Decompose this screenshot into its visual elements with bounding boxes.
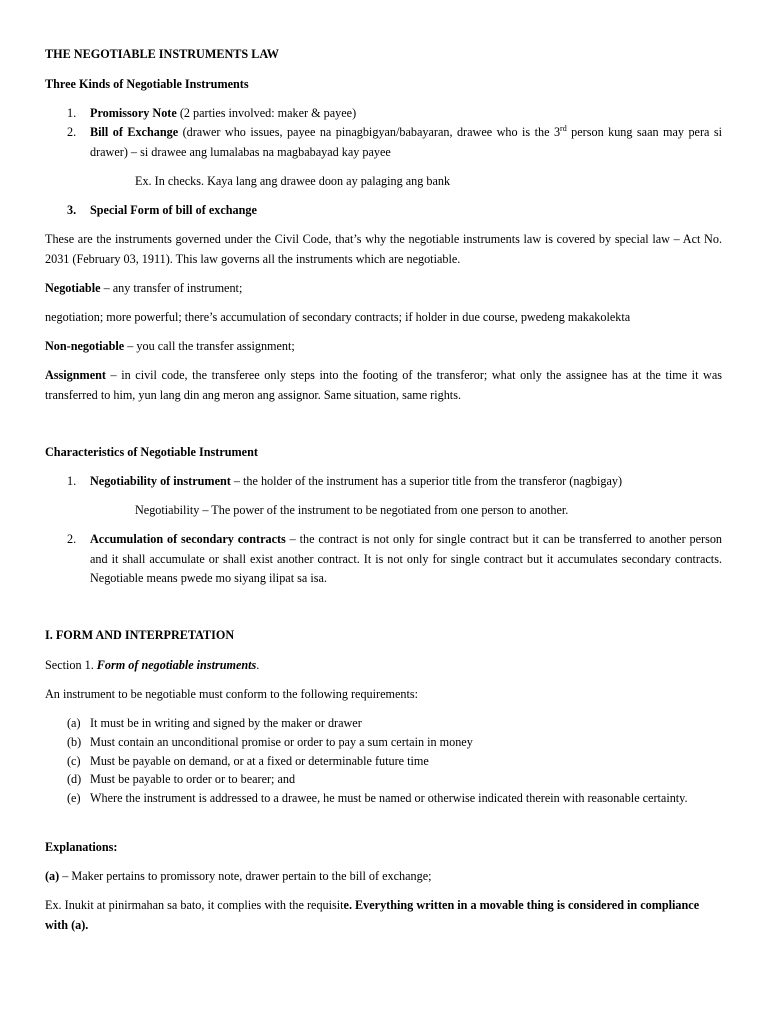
paragraph: An instrument to be negotiable must conform to the following requirements: bbox=[45, 687, 418, 701]
explanation-a: (a) – Maker pertains to promissory note, drawer pertain to the bill of exchange; bbox=[45, 869, 432, 883]
term: Promissory Note bbox=[90, 106, 177, 120]
example-note: Ex. In checks. Kaya lang ang drawee doon ay palaging ang bank bbox=[135, 174, 451, 188]
paragraph: These are the instruments governed under the Civil Code, that’s why the negotiable instruments law is covered by special law – Act No. 2031 (February 03, 1911). This law governs all the instruments which are negotiable. bbox=[45, 232, 722, 266]
section-label: Section 1. Form of negotiable instruments. bbox=[45, 658, 260, 672]
section-heading-characteristics: Characteristics of Negotiable Instrument bbox=[45, 445, 258, 459]
list-number: 1. bbox=[67, 474, 77, 488]
list-number: 2. bbox=[67, 125, 77, 139]
term: Accumulation of secondary contracts bbox=[90, 532, 286, 546]
section-heading-form: I. FORM AND INTERPRETATION bbox=[45, 628, 235, 642]
definition-negotiable: Negotiable – any transfer of instrument; bbox=[45, 281, 243, 295]
list-number: 2. bbox=[67, 532, 77, 546]
document-page: THE NEGOTIABLE INSTRUMENTS LAW Three Kinds of Negotiable Instruments 1. Promissory Note (2 parties involved: maker & payee) 2. Bill of Exchange (drawer who issues, payee na pinagbigyan/babayaran, drawee who is the 3rd person kung saan may pera si drawer) – si drawee ang lumalabas na magbabayad kay payee Ex. In checks. Kaya lang ang drawee doon ay palaging ang bank 3. Special Form of bill of exchange These are the instruments governed under the Civil Code, that’s why the negotiable instruments law is covered by special law – Act No. 2031 (February 03, 1911). This law governs all the instruments which are negotiable. Negotiable – any transfer of instrument; negotiation; more powerful; there’s accumulation of secondary contracts; if holder in due course, pwedeng makakolekta Non-negotiable – you call the transfer assignment; Assignment – in civil code, the transferee only steps into the footing of the transferor; what only the assignee has at the time it was transferred to him, yun lang din ang meron ang assignor. Same situation, same rights. Characteristics of Negotiable Instrument 1. Negotiability of instrument – the holder of the instrument has a superior title from the transferor (nagbigay) Negotiability – The power of the instrument to be negotiated from one person to another. 2. Accumulation of secondary contracts – the contract is not only for single contract but it can be transferred to another person and it shall accumulate or shall exist another contract. It is not only for single contract but it accumulates secondary contracts. Negotiable means pwede mo siyang ilipat sa isa. I. FORM AND INTERPRETATION Section 1. Form of negotiable instruments. An instrument to be negotiable must conform to the following requirements: (a) It must be in writing and signed by the maker or drawer (b) Must contain an unconditional promise or order to pay a sum certain in money (c) Must be payable on demand, or at a fixed or determinable future time (d) Must be payable to order or to bearer; and (e) Where the instrument is addressed to a drawee, he must be named or otherwise indicated therein with reasonable certainty. Explanations: (a) – Maker pertains to promissory note, drawer pertain to the bill of exchange; Ex. Inukit at pinirmahan sa bato, it complies with the requisite. Everything written in a movable thing is considered in compliance with (a). bbox=[0, 0, 768, 1024]
list-letter: (e) bbox=[67, 791, 81, 805]
list-number: 3. bbox=[67, 203, 77, 217]
definition-assignment: Assignment – in civil code, the transferee only steps into the footing of the transferor; what only the assignee has at the time it was transferred to him, yun lang din ang meron ang assignor. Same situation, same rights. bbox=[45, 368, 722, 402]
definition-non-negotiable: Non-negotiable – you call the transfer assignment; bbox=[45, 339, 295, 353]
term: Negotiability of instrument bbox=[90, 474, 231, 488]
list-letter: (b) bbox=[67, 735, 82, 749]
section-heading-explanations: Explanations: bbox=[45, 840, 118, 854]
term: Special Form of bill of exchange bbox=[90, 203, 257, 217]
list-letter: (d) bbox=[67, 772, 82, 786]
term: Bill of Exchange bbox=[90, 125, 179, 139]
paragraph: negotiation; more powerful; there’s accumulation of secondary contracts; if holder in due course, pwedeng makakolekta bbox=[45, 310, 631, 324]
list-letter: (c) bbox=[67, 754, 81, 768]
example-note: Negotiability – The power of the instrument to be negotiated from one person to another. bbox=[135, 503, 569, 517]
list-letter: (a) bbox=[67, 716, 81, 730]
section-heading-three-kinds: Three Kinds of Negotiable Instruments bbox=[45, 77, 249, 91]
list-number: 1. bbox=[67, 106, 77, 120]
explanation-example: Ex. Inukit at pinirmahan sa bato, it complies with the requisite. Everything written in a movable thing is considered in compliance with (a). bbox=[45, 898, 700, 932]
document-title: THE NEGOTIABLE INSTRUMENTS LAW bbox=[45, 47, 279, 61]
